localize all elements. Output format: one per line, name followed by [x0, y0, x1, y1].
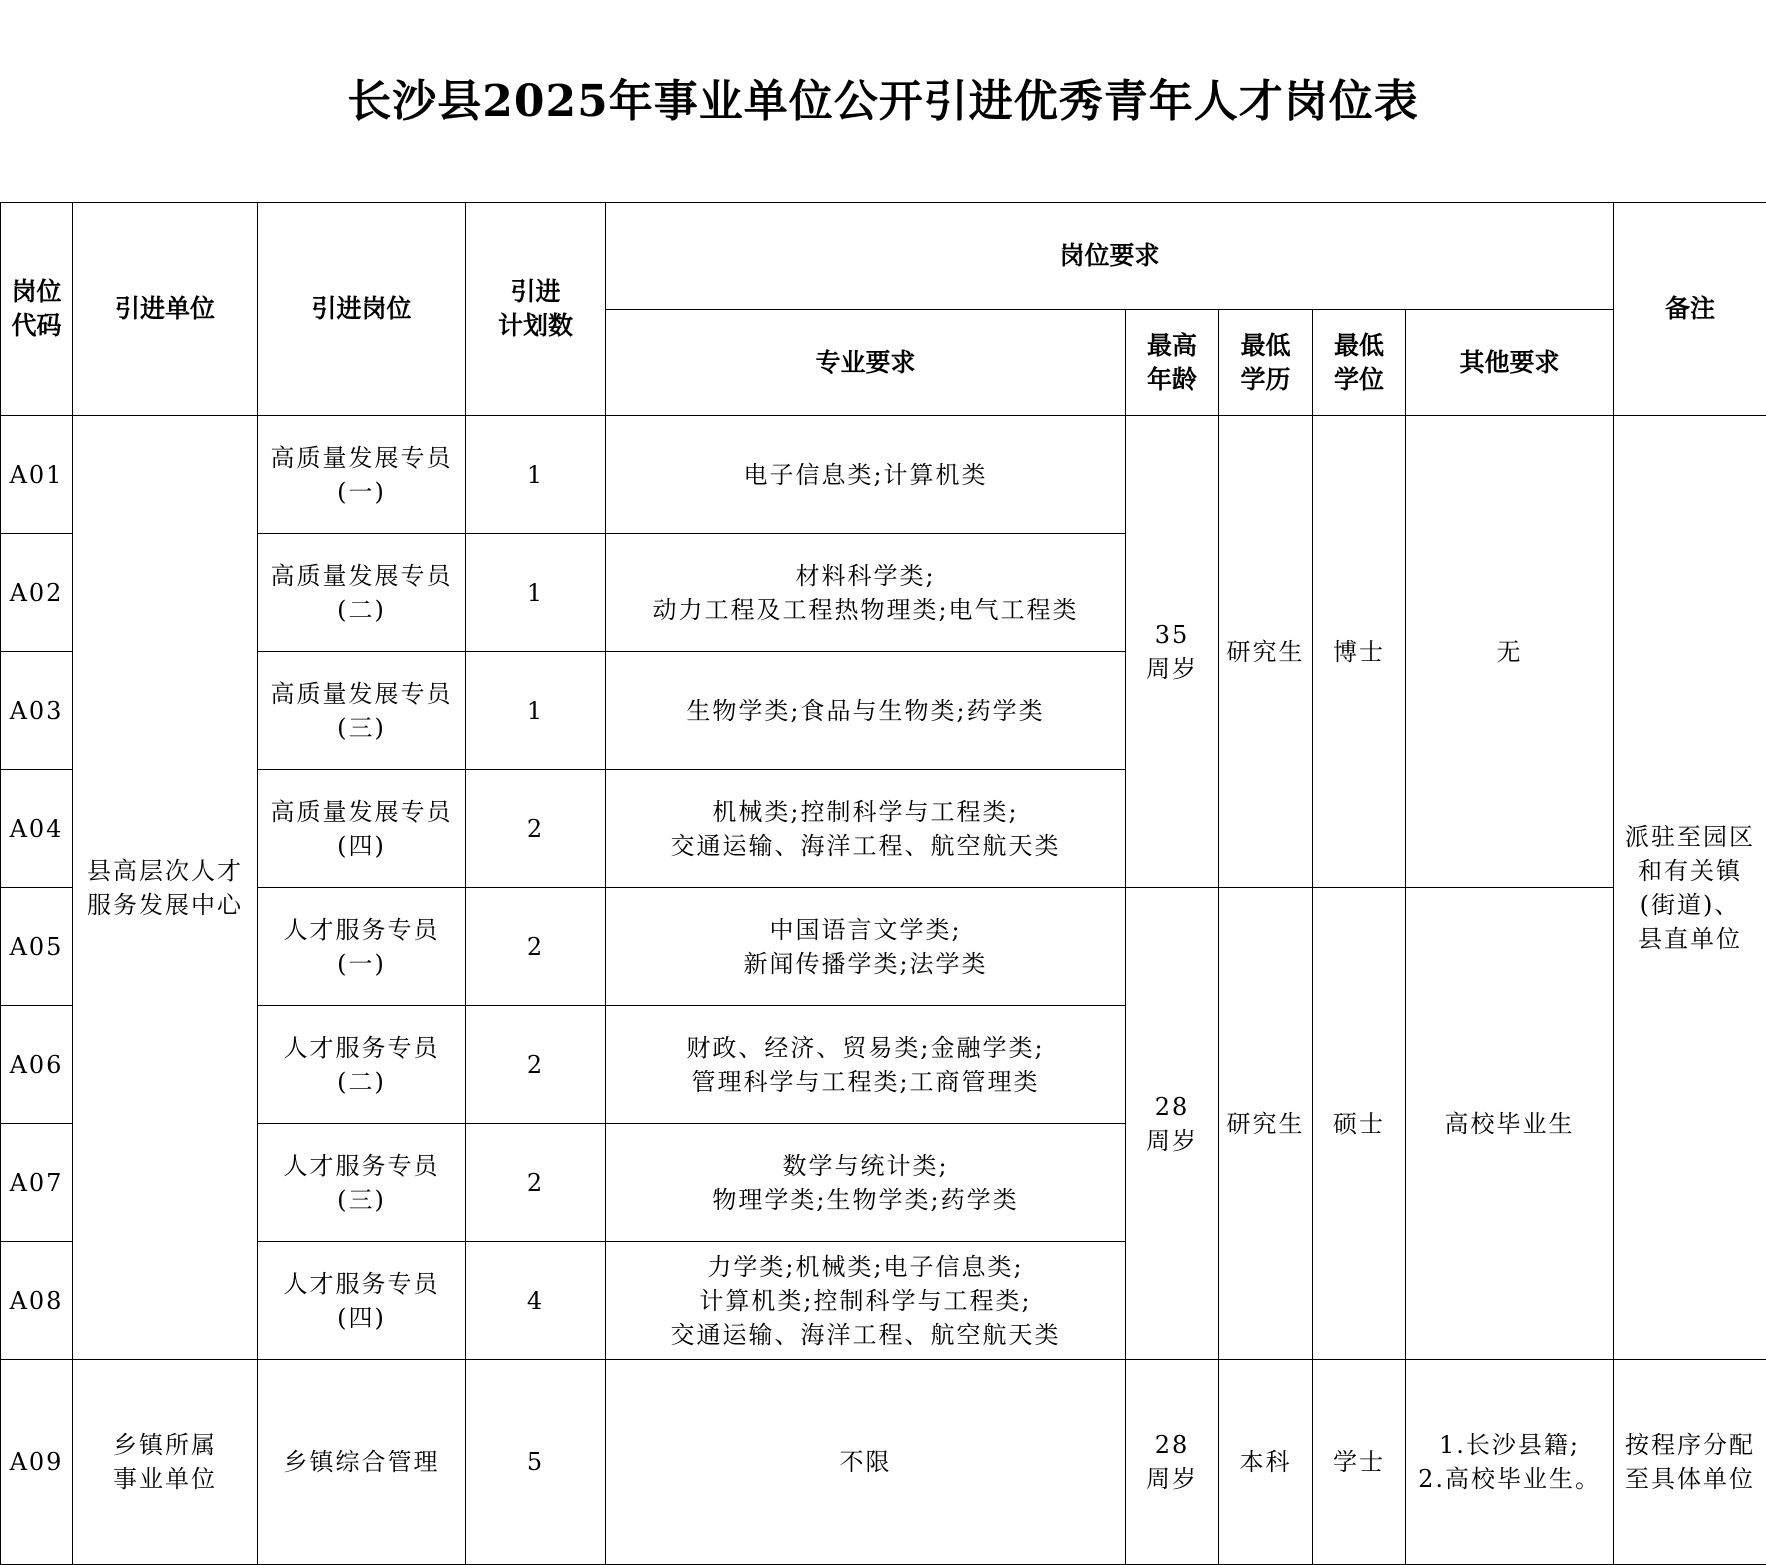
- header-remarks: 备注: [1614, 203, 1766, 416]
- header-plan: 引进 计划数: [466, 203, 606, 416]
- major-cell: 财政、经济、贸易类;金融学类; 管理科学与工程类;工商管理类: [606, 1006, 1126, 1124]
- edu-cell: 研究生: [1219, 888, 1313, 1360]
- header-min-edu: 最低 学历: [1219, 310, 1313, 416]
- header-other: 其他要求: [1406, 310, 1614, 416]
- position-cell: 人才服务专员 (三): [258, 1124, 466, 1242]
- plan-cell: 1: [466, 652, 606, 770]
- page-title: 长沙县2025年事业单位公开引进优秀青年人才岗位表: [0, 62, 1766, 142]
- row-code: A03: [1, 652, 73, 770]
- major-cell: 数学与统计类; 物理学类;生物学类;药学类: [606, 1124, 1126, 1242]
- position-cell: 高质量发展专员 (三): [258, 652, 466, 770]
- major-cell: 机械类;控制科学与工程类; 交通运输、海洋工程、航空航天类: [606, 770, 1126, 888]
- other-cell: 1.长沙县籍; 2.高校毕业生。: [1406, 1360, 1614, 1565]
- position-cell: 人才服务专员 (四): [258, 1242, 466, 1360]
- header-position: 引进岗位: [258, 203, 466, 416]
- row-code: A06: [1, 1006, 73, 1124]
- header-row-1: [1, 203, 1766, 310]
- header-unit: 引进单位: [73, 203, 258, 416]
- position-cell: 人才服务专员 (一): [258, 888, 466, 1006]
- major-cell: 生物学类;食品与生物类;药学类: [606, 652, 1126, 770]
- plan-cell: 5: [466, 1360, 606, 1565]
- position-cell: 高质量发展专员 (二): [258, 534, 466, 652]
- position-cell: 乡镇综合管理: [258, 1360, 466, 1565]
- table-row: [1, 1360, 1766, 1565]
- table-row: [1, 888, 1766, 1006]
- table-row: [1, 416, 1766, 534]
- row-code: A04: [1, 770, 73, 888]
- position-cell: 人才服务专员 (二): [258, 1006, 466, 1124]
- plan-cell: 2: [466, 1124, 606, 1242]
- age-cell: 28 周岁: [1126, 1360, 1219, 1565]
- row-code: A08: [1, 1242, 73, 1360]
- major-cell: 材料科学类; 动力工程及工程热物理类;电气工程类: [606, 534, 1126, 652]
- major-cell: 电子信息类;计算机类: [606, 416, 1126, 534]
- row-code: A05: [1, 888, 73, 1006]
- plan-cell: 2: [466, 1006, 606, 1124]
- plan-cell: 1: [466, 416, 606, 534]
- unit-cell: 乡镇所属 事业单位: [73, 1360, 258, 1565]
- major-cell: 不限: [606, 1360, 1126, 1565]
- row-code: A02: [1, 534, 73, 652]
- major-cell: 中国语言文学类; 新闻传播学类;法学类: [606, 888, 1126, 1006]
- plan-cell: 4: [466, 1242, 606, 1360]
- row-code: A01: [1, 416, 73, 534]
- major-cell: 力学类;机械类;电子信息类; 计算机类;控制科学与工程类; 交通运输、海洋工程、航空航天类: [606, 1242, 1126, 1360]
- plan-cell: 2: [466, 770, 606, 888]
- header-min-degree: 最低 学位: [1313, 310, 1406, 416]
- plan-cell: 1: [466, 534, 606, 652]
- unit-cell: 县高层次人才 服务发展中心: [73, 416, 258, 1360]
- age-cell: 28 周岁: [1126, 888, 1219, 1360]
- header-max-age: 最高 年龄: [1126, 310, 1219, 416]
- degree-cell: 学士: [1313, 1360, 1406, 1565]
- header-code: 岗位 代码: [1, 203, 73, 416]
- remarks-cell: 派驻至园区 和有关镇 (街道)、 县直单位: [1614, 416, 1766, 1360]
- row-code: A07: [1, 1124, 73, 1242]
- age-cell: 35 周岁: [1126, 416, 1219, 888]
- header-requirements: 岗位要求: [606, 203, 1614, 310]
- position-cell: 高质量发展专员 (一): [258, 416, 466, 534]
- position-cell: 高质量发展专员 (四): [258, 770, 466, 888]
- row-code: A09: [1, 1360, 73, 1565]
- header-major: 专业要求: [606, 310, 1126, 416]
- edu-cell: 研究生: [1219, 416, 1313, 888]
- remarks-cell: 按程序分配 至具体单位: [1614, 1360, 1766, 1565]
- plan-cell: 2: [466, 888, 606, 1006]
- positions-table: [0, 202, 1766, 1565]
- edu-cell: 本科: [1219, 1360, 1313, 1565]
- degree-cell: 博士: [1313, 416, 1406, 888]
- degree-cell: 硕士: [1313, 888, 1406, 1360]
- other-cell: 高校毕业生: [1406, 888, 1614, 1360]
- other-cell: 无: [1406, 416, 1614, 888]
